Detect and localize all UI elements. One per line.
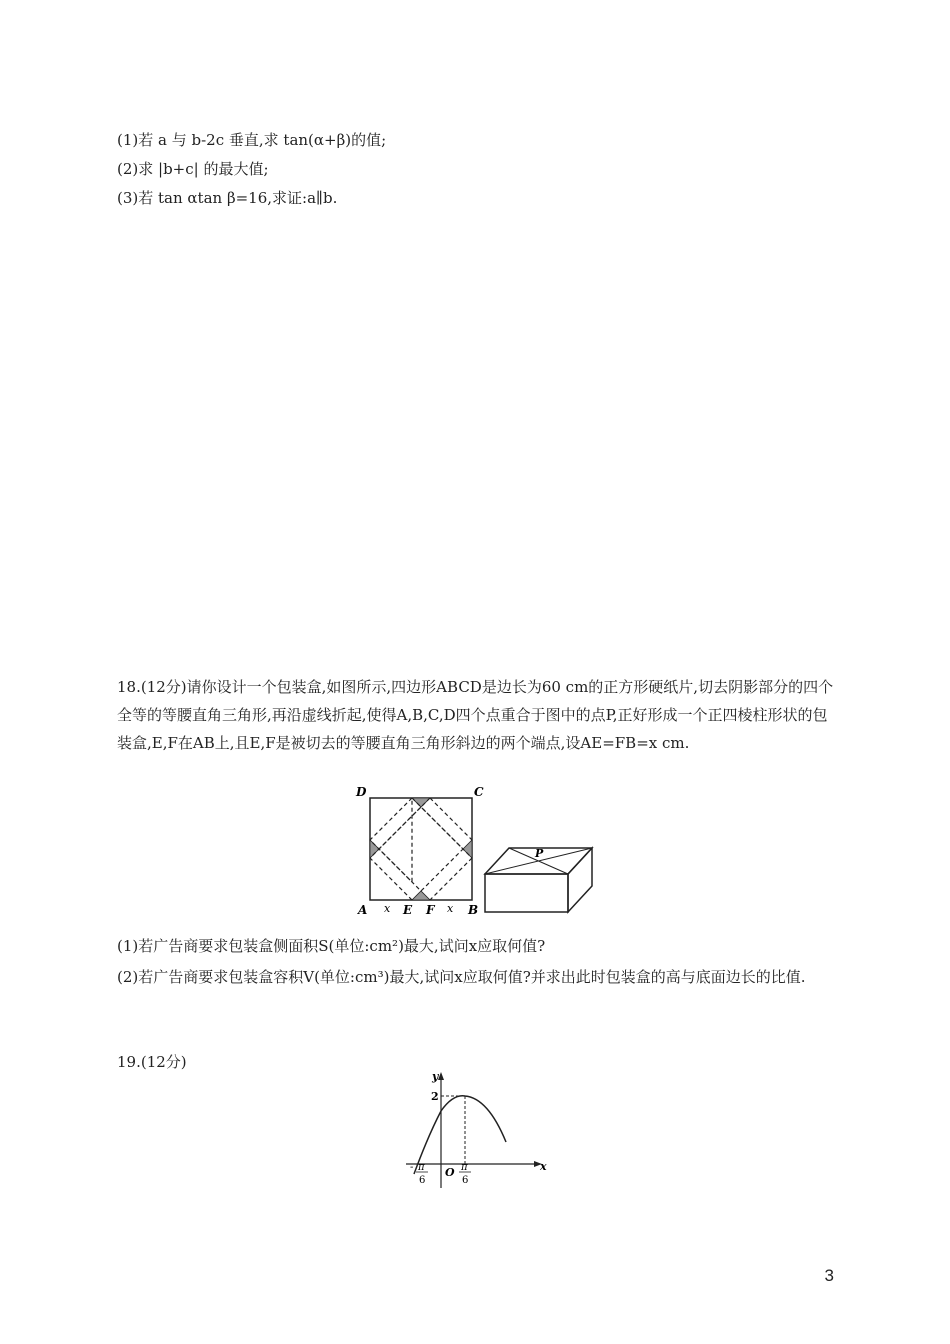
q17-part3: (3)若 tan αtan β=16,求证:a∥b. xyxy=(117,189,338,207)
label-pi-right: π xyxy=(461,1162,468,1173)
label-D: D xyxy=(356,785,367,799)
label-A: A xyxy=(358,903,368,917)
shaded-left xyxy=(370,840,379,858)
label-six-right: 6 xyxy=(462,1175,469,1186)
label-minus: - xyxy=(410,1162,414,1173)
square-outline xyxy=(370,798,472,900)
box-side xyxy=(568,848,592,912)
q18-stem: 18.(12分)请你设计一个包装盒,如图所示,四边形ABCD是边长为60 cm的正方形硬纸片,切去阴影部分的四个全等的等腰直角三角形,再沿虚线折起,使得A,B,C,D四个点重合于图中的点P,正好形成一个正四棱柱形状的包装盒,E,F在AB上,且E,F是被切去的等腰直角三角形斜边的两个端点,设AE=FB=x cm. xyxy=(117,678,834,752)
q18-part2: (2)若广告商要求包装盒容积V(单位:cm³)最大,试问x应取何值?并求出此时包装盒的高与底面边长的比值. xyxy=(117,968,806,986)
label-pi-left: π xyxy=(418,1162,425,1173)
label-2: 2 xyxy=(431,1090,439,1103)
sine-curve xyxy=(414,1096,506,1174)
q18-box-figure xyxy=(480,840,600,920)
q17-part2: (2)求 |b+c| 的最大值; xyxy=(117,160,269,178)
label-F: F xyxy=(426,903,435,917)
q17-part1: (1)若 a 与 b-2c 垂直,求 tan(α+β)的值; xyxy=(117,131,387,149)
fold-lines xyxy=(370,798,472,900)
label-x: x xyxy=(540,1160,547,1173)
page-number: 3 xyxy=(824,1266,834,1285)
box-front xyxy=(485,874,568,912)
label-six-left: 6 xyxy=(419,1175,426,1186)
label-y: y xyxy=(432,1070,439,1083)
shaded-bottom xyxy=(412,891,430,900)
q19-graph xyxy=(398,1066,553,1191)
shaded-top xyxy=(412,798,430,807)
label-B: B xyxy=(468,903,479,917)
label-x1: x xyxy=(384,902,391,915)
q18-square-figure xyxy=(350,780,484,920)
label-x2: x xyxy=(447,902,454,915)
label-O: O xyxy=(445,1166,455,1179)
label-C: C xyxy=(474,785,484,799)
q19-stem: 19.(12分) xyxy=(117,1053,187,1071)
label-P: P xyxy=(535,847,544,860)
q18-part1: (1)若广告商要求包装盒侧面积S(单位:cm²)最大,试问x应取何值? xyxy=(117,937,546,955)
shaded-right xyxy=(463,840,472,858)
label-E: E xyxy=(403,903,413,917)
